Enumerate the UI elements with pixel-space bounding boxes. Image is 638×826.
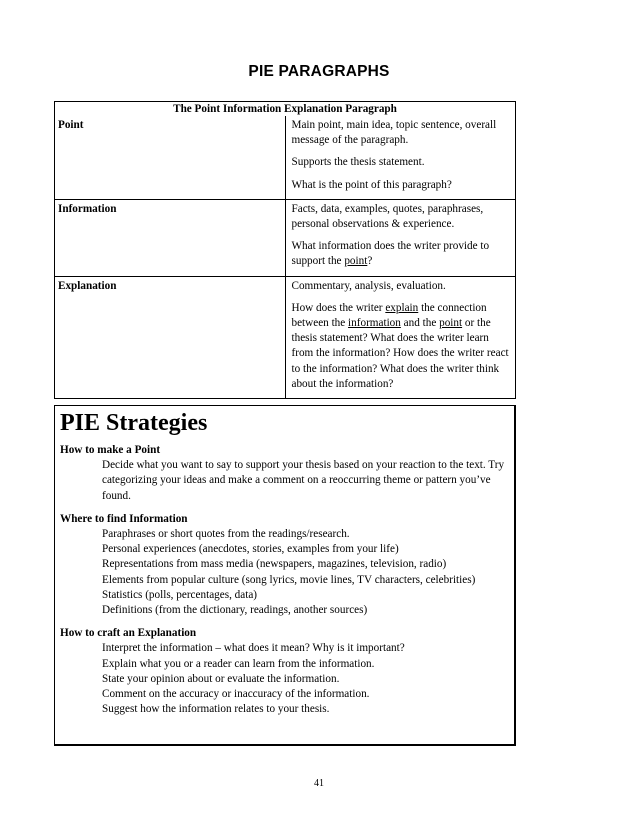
row-content-information (285, 199, 516, 276)
table-row-point (55, 116, 516, 199)
underlined-explain: explain (385, 301, 419, 314)
point-definition: Main point, main idea, topic sentence, overall message of the paragraph. (291, 119, 497, 147)
page-number: 41 (314, 778, 324, 789)
list-item: Representations from mass media (newspapers, magazines, television, radio) (102, 558, 447, 571)
section-point (60, 443, 510, 504)
section-title-explanation: How to craft an Explanation (60, 627, 197, 640)
list-item: Definitions (from the dictionary, readings, another sources) (102, 604, 368, 617)
pie-table (54, 101, 516, 399)
row-label-information: Information (55, 199, 286, 276)
table-row-information (55, 199, 516, 276)
section-title-point: How to make a Point (60, 444, 161, 456)
row-content-explanation (285, 276, 516, 398)
pie-strategies-box (54, 405, 516, 746)
information-question: What information does the writer provide to support the point? (291, 240, 490, 268)
explanation-questions: How does the writer explain the connection between the information and the point or the thesis statement? What does the writer learn from the information? How does the writer react to the information? What does the writer think about the information? (291, 301, 509, 390)
row-content-point (285, 116, 516, 199)
point-question: What is the point of this paragraph? (291, 178, 452, 191)
list-item: Comment on the accuracy or inaccuracy of the information. (102, 688, 370, 701)
list-item: Personal experiences (anecdotes, stories, examples from your life) (102, 543, 399, 556)
strategies-heading: PIE Strategies (60, 410, 208, 436)
underlined-point: point (344, 255, 368, 268)
list-item: Statistics (polls, percentages, data) (102, 588, 258, 601)
point-thesis: Supports the thesis statement. (291, 156, 425, 169)
table-caption: The Point Information Explanation Paragraph (55, 102, 516, 117)
page-title: PIE PARAGRAPHS (248, 63, 390, 80)
explanation-definition: Commentary, analysis, evaluation. (291, 279, 446, 292)
list-item: Paraphrases or short quotes from the readings/research. (102, 528, 350, 541)
row-label-explanation: Explanation (55, 276, 286, 398)
table-row-explanation (55, 276, 516, 398)
list-item: Suggest how the information relates to your thesis. (102, 703, 330, 716)
row-label-point: Point (55, 116, 286, 199)
section-title-information: Where to find Information (60, 512, 188, 525)
list-item: Interpret the information – what does it mean? Why is it important? (102, 642, 405, 655)
section-explanation (60, 626, 510, 717)
underlined-point: point (439, 317, 463, 330)
list-item: State your opinion about or evaluate the information. (102, 672, 340, 685)
section-information (60, 512, 510, 618)
information-definition: Facts, data, examples, quotes, paraphrases, personal observations & experience. (291, 202, 484, 231)
underlined-information: information (348, 317, 401, 330)
list-item: Explain what you or a reader can learn from the information. (102, 657, 375, 670)
point-strategy-text: Decide what you want to say to support your thesis based on your reaction to the text. Try categorizing your ideas and make a comment on a reoccurring theme or pattern you’ve found. (102, 459, 505, 502)
list-item: Elements from popular culture (song lyrics, movie lines, TV characters, celebrities) (102, 573, 476, 586)
